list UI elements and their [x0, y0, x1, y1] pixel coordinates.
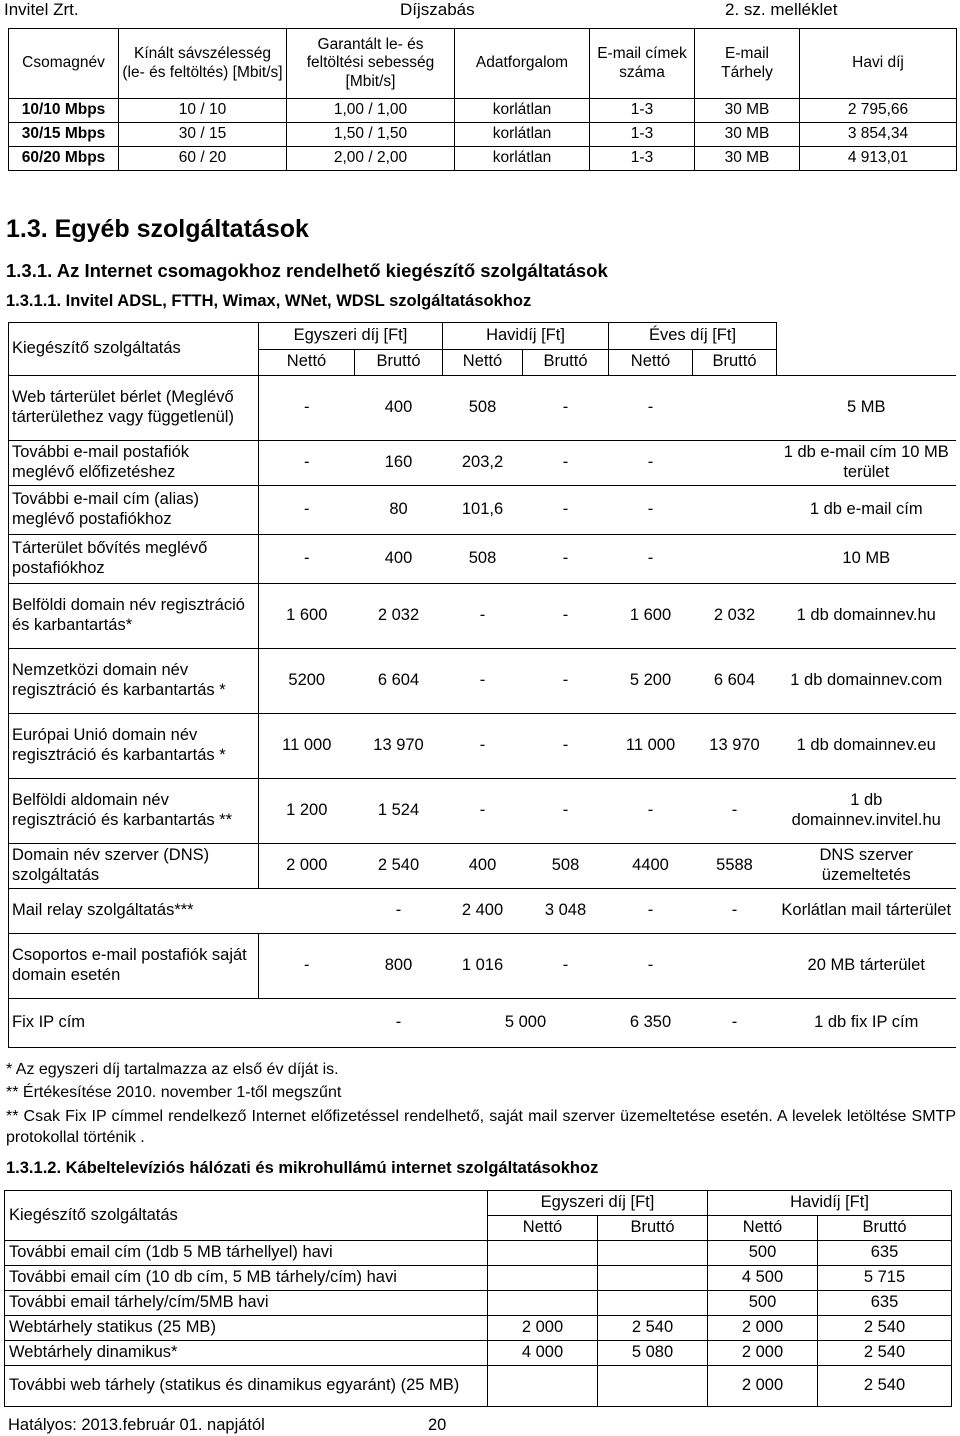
table-cell: -: [355, 889, 443, 934]
table-cell: 400: [355, 535, 443, 584]
col-subheader: Bruttó: [598, 1216, 708, 1241]
table-row: [9, 889, 957, 934]
table-cell: 30 / 15: [119, 123, 287, 147]
col-header: Garantált le- és feltöltési sebesség [Mbit/s]: [287, 29, 455, 99]
table-row: [9, 844, 957, 889]
table-cell: 5588: [693, 844, 777, 889]
table-cell: [598, 1241, 708, 1266]
table-row: [9, 779, 957, 844]
table-row: [9, 999, 957, 1048]
col-group-header: Havidíj [Ft]: [443, 323, 609, 350]
table-cell: 13 970: [355, 714, 443, 779]
package-table: [8, 28, 957, 171]
table-cell: 5 200: [609, 649, 693, 714]
table-cell: 11 000: [259, 714, 355, 779]
service-name: További e-mail cím (alias) meglévő postafiókhoz: [9, 486, 259, 535]
table-row: [9, 441, 957, 486]
table-cell: 2 540: [818, 1316, 952, 1341]
addon-services-table: [8, 322, 956, 1048]
service-name: Tárterület bővítés meglévő postafiókhoz: [9, 535, 259, 584]
table-cell: -: [259, 441, 355, 486]
table-header-row: [9, 323, 957, 350]
table-cell: 13 970: [693, 714, 777, 779]
table-row: [9, 486, 957, 535]
table-cell: 2 000: [488, 1316, 598, 1341]
service-note: 10 MB: [777, 535, 957, 584]
table-cell: 6 350: [609, 999, 693, 1048]
col-header: E-mail Tárhely: [695, 29, 800, 99]
header-annex: 2. sz. melléklet: [725, 0, 838, 19]
table-cell: -: [523, 376, 609, 441]
service-note: Korlátlan mail tárterület: [777, 889, 957, 934]
table-cell: -: [259, 486, 355, 535]
table-row: [5, 1316, 952, 1341]
table-cell: 2 000: [708, 1366, 818, 1407]
col-subheader: Bruttó: [355, 349, 443, 376]
table-cell: -: [609, 486, 693, 535]
table-cell: -: [523, 441, 609, 486]
col-subheader: Bruttó: [818, 1216, 952, 1241]
table-cell: 2 000: [708, 1316, 818, 1341]
page-number: 20: [428, 1416, 447, 1434]
table-row: [9, 376, 957, 441]
table-row: [9, 99, 957, 123]
service-note: 1 db e-mail cím: [777, 486, 957, 535]
service-note: 1 db domainnev.invitel.hu: [777, 779, 957, 844]
table-cell: 5200: [259, 649, 355, 714]
table-cell: korlátlan: [455, 99, 590, 123]
table-cell: -: [443, 714, 523, 779]
table-cell: 1-3: [590, 147, 695, 171]
service-name: Domain név szerver (DNS) szolgáltatás: [9, 844, 259, 889]
table-row: [9, 123, 957, 147]
col-group-header: Éves díj [Ft]: [609, 323, 777, 350]
table-cell: -: [259, 535, 355, 584]
col-header: Kínált sávszélesség (le- és feltöltés) [Mbit/s]: [119, 29, 287, 99]
table-cell: 508: [443, 535, 523, 584]
table-cell: [598, 1291, 708, 1316]
package-table-header: [9, 29, 957, 99]
table-cell: korlátlan: [455, 123, 590, 147]
page-header: [0, 0, 960, 24]
service-name: További web tárhely (statikus és dinamikus egyaránt) (25 MB): [5, 1366, 488, 1407]
table-cell: 5 080: [598, 1341, 708, 1366]
service-name: További email tárhely/cím/5MB havi: [5, 1291, 488, 1316]
col-subheader: Bruttó: [523, 349, 609, 376]
table-cell: 3 048: [523, 889, 609, 934]
table-cell: -: [609, 934, 693, 999]
table-cell: -: [443, 779, 523, 844]
table-cell: -: [523, 486, 609, 535]
table-row: [9, 934, 957, 999]
table-cell: 30 MB: [695, 123, 800, 147]
table-cell: 5 715: [818, 1266, 952, 1291]
table-cell: -: [259, 376, 355, 441]
footnote: ** Értékesítése 2010. november 1-től megszűnt: [6, 1084, 342, 1101]
table-cell: 1,00 / 1,00: [287, 99, 455, 123]
subsubsection-heading: 1.3.1.1. Invitel ADSL, FTTH, Wimax, WNet, WDSL szolgáltatásokhoz: [6, 292, 532, 310]
col-group-header: Egyszeri díj [Ft]: [488, 1191, 708, 1216]
service-name: Web tárterület bérlet (Meglévő tárterülethez vagy függetlenül): [9, 376, 259, 441]
service-note: 1 db fix IP cím: [777, 999, 957, 1048]
service-note: 1 db domainnev.com: [777, 649, 957, 714]
package-name: 10/10 Mbps: [9, 99, 119, 123]
table-row: [5, 1291, 952, 1316]
table-cell: 10 / 10: [119, 99, 287, 123]
table-cell: -: [609, 376, 693, 441]
table-cell: 3 854,34: [800, 123, 957, 147]
table-row: [5, 1341, 952, 1366]
table-cell: -: [609, 441, 693, 486]
footnote: * Az egyszeri díj tartalmazza az első év díját is.: [6, 1061, 339, 1078]
table-cell: 2 000: [708, 1341, 818, 1366]
table-cell: -: [609, 889, 693, 934]
package-name: 30/15 Mbps: [9, 123, 119, 147]
col-group-header: Havidíj [Ft]: [708, 1191, 952, 1216]
table-cell: 508: [523, 844, 609, 889]
table-cell: -: [693, 889, 777, 934]
table-cell: 635: [818, 1241, 952, 1266]
table-cell: 1 016: [443, 934, 523, 999]
table-row: [5, 1366, 952, 1407]
table-cell: 2 032: [355, 584, 443, 649]
table-cell: -: [355, 999, 443, 1048]
table-cell: 2 540: [355, 844, 443, 889]
header-company: Invitel Zrt.: [4, 0, 79, 19]
footnote: ** Csak Fix IP címmel rendelkező Internet előfizetéssel rendelhető, saját mail szerver üzemeltetése esetén. A levelek letöltése SMTP protokollal történik .: [6, 1108, 956, 1146]
table-cell: [598, 1266, 708, 1291]
service-name: Fix IP cím: [9, 999, 355, 1048]
col-subheader: Nettó: [488, 1216, 598, 1241]
table-cell: -: [259, 934, 355, 999]
table-cell: -: [523, 584, 609, 649]
col-subheader: Bruttó: [693, 349, 777, 376]
table-cell: 500: [708, 1291, 818, 1316]
table-cell: -: [443, 584, 523, 649]
service-note: 1 db domainnev.eu: [777, 714, 957, 779]
table-cell: -: [523, 779, 609, 844]
col-subheader: Nettó: [443, 349, 523, 376]
service-name: Mail relay szolgáltatás***: [9, 889, 355, 934]
subsection-heading: 1.3.1. Az Internet csomagokhoz rendelhető kiegészítő szolgáltatások: [6, 260, 608, 281]
service-note: 1 db e-mail cím 10 MB terület: [777, 441, 957, 486]
subsubsection-heading: 1.3.1.2. Kábeltelevíziós hálózati és mikrohullámú internet szolgáltatásokhoz: [6, 1159, 599, 1177]
table-cell: 2 540: [598, 1316, 708, 1341]
header-title: Díjszabás: [400, 0, 475, 19]
service-note: 1 db domainnev.hu: [777, 584, 957, 649]
service-name: Webtárhely dinamikus*: [5, 1341, 488, 1366]
table-cell: 2 540: [818, 1366, 952, 1407]
table-cell: 2 000: [259, 844, 355, 889]
table-row: [5, 1241, 952, 1266]
col-header: Kiegészítő szolgáltatás: [5, 1191, 488, 1241]
table-cell: 101,6: [443, 486, 523, 535]
table-cell: 635: [818, 1291, 952, 1316]
service-name: Európai Unió domain név regisztráció és karbantartás *: [9, 714, 259, 779]
cable-addon-table: [4, 1190, 952, 1407]
table-cell: 203,2: [443, 441, 523, 486]
table-header-row: [5, 1191, 952, 1216]
table-cell: -: [693, 779, 777, 844]
table-cell: 1 524: [355, 779, 443, 844]
table-cell: 1-3: [590, 123, 695, 147]
table-cell: 400: [355, 376, 443, 441]
col-subheader: Nettó: [259, 349, 355, 376]
table-cell: -: [693, 999, 777, 1048]
table-cell: 11 000: [609, 714, 693, 779]
table-cell: -: [523, 714, 609, 779]
table-cell: 4 913,01: [800, 147, 957, 171]
table-cell: korlátlan: [455, 147, 590, 171]
table-cell: 2 032: [693, 584, 777, 649]
service-name: Nemzetközi domain név regisztráció és karbantartás *: [9, 649, 259, 714]
table-cell: 2,00 / 2,00: [287, 147, 455, 171]
table-cell: -: [523, 649, 609, 714]
table-cell: -: [523, 535, 609, 584]
page-footer: [8, 1416, 446, 1435]
table-cell: 2 540: [818, 1341, 952, 1366]
table-row: [9, 584, 957, 649]
table-cell: 5 000: [443, 999, 609, 1048]
table-cell: -: [523, 934, 609, 999]
table-cell: [488, 1291, 598, 1316]
service-note: 20 MB tárterület: [777, 934, 957, 999]
table-cell: -: [443, 649, 523, 714]
table-cell: 30 MB: [695, 99, 800, 123]
table-cell: 1 600: [609, 584, 693, 649]
table-cell: 4 500: [708, 1266, 818, 1291]
table-row: [9, 649, 957, 714]
validity-date: Hatályos: 2013.február 01. napjától: [8, 1416, 265, 1434]
table-cell: 800: [355, 934, 443, 999]
service-name: További email cím (10 db cím, 5 MB tárhely/cím) havi: [5, 1266, 488, 1291]
col-header: E-mail címek száma: [590, 29, 695, 99]
service-name: Belföldi aldomain név regisztráció és karbantartás **: [9, 779, 259, 844]
col-header: Kiegészítő szolgáltatás: [9, 323, 259, 376]
table-row: [5, 1266, 952, 1291]
service-name: Csoportos e-mail postafiók saját domain esetén: [9, 934, 259, 999]
table-cell: 1 200: [259, 779, 355, 844]
table-row: [9, 147, 957, 171]
table-cell: 6 604: [355, 649, 443, 714]
service-name: További email cím (1db 5 MB tárhellyel) havi: [5, 1241, 488, 1266]
table-cell: 1,50 / 1,50: [287, 123, 455, 147]
table-cell: [598, 1366, 708, 1407]
table-cell: 4400: [609, 844, 693, 889]
table-cell: 30 MB: [695, 147, 800, 171]
table-cell: 6 604: [693, 649, 777, 714]
col-header: Havi díj: [800, 29, 957, 99]
package-name: 60/20 Mbps: [9, 147, 119, 171]
table-row: [9, 535, 957, 584]
section-heading: 1.3. Egyéb szolgáltatások: [6, 215, 309, 243]
table-row: [9, 714, 957, 779]
service-name: Belföldi domain név regisztráció és karbantartás*: [9, 584, 259, 649]
table-cell: [488, 1266, 598, 1291]
service-note: 5 MB: [777, 376, 957, 441]
col-header: Adatforgalom: [455, 29, 590, 99]
service-name: Webtárhely statikus (25 MB): [5, 1316, 488, 1341]
table-cell: 508: [443, 376, 523, 441]
table-cell: [488, 1241, 598, 1266]
table-cell: 160: [355, 441, 443, 486]
table-cell: 1 600: [259, 584, 355, 649]
col-group-header: Egyszeri díj [Ft]: [259, 323, 443, 350]
table-cell: 2 400: [443, 889, 523, 934]
col-subheader: Nettó: [609, 349, 693, 376]
table-cell: 1-3: [590, 99, 695, 123]
table-cell: 500: [708, 1241, 818, 1266]
col-header: Csomagnév: [9, 29, 119, 99]
service-note: DNS szerver üzemeltetés: [777, 844, 957, 889]
table-cell: 400: [443, 844, 523, 889]
service-name: További e-mail postafiók meglévő előfizetéshez: [9, 441, 259, 486]
table-cell: 60 / 20: [119, 147, 287, 171]
table-cell: 2 795,66: [800, 99, 957, 123]
table-cell: [488, 1366, 598, 1407]
table-cell: -: [609, 535, 693, 584]
table-cell: 4 000: [488, 1341, 598, 1366]
table-cell: -: [609, 779, 693, 844]
table-cell: 80: [355, 486, 443, 535]
col-subheader: Nettó: [708, 1216, 818, 1241]
